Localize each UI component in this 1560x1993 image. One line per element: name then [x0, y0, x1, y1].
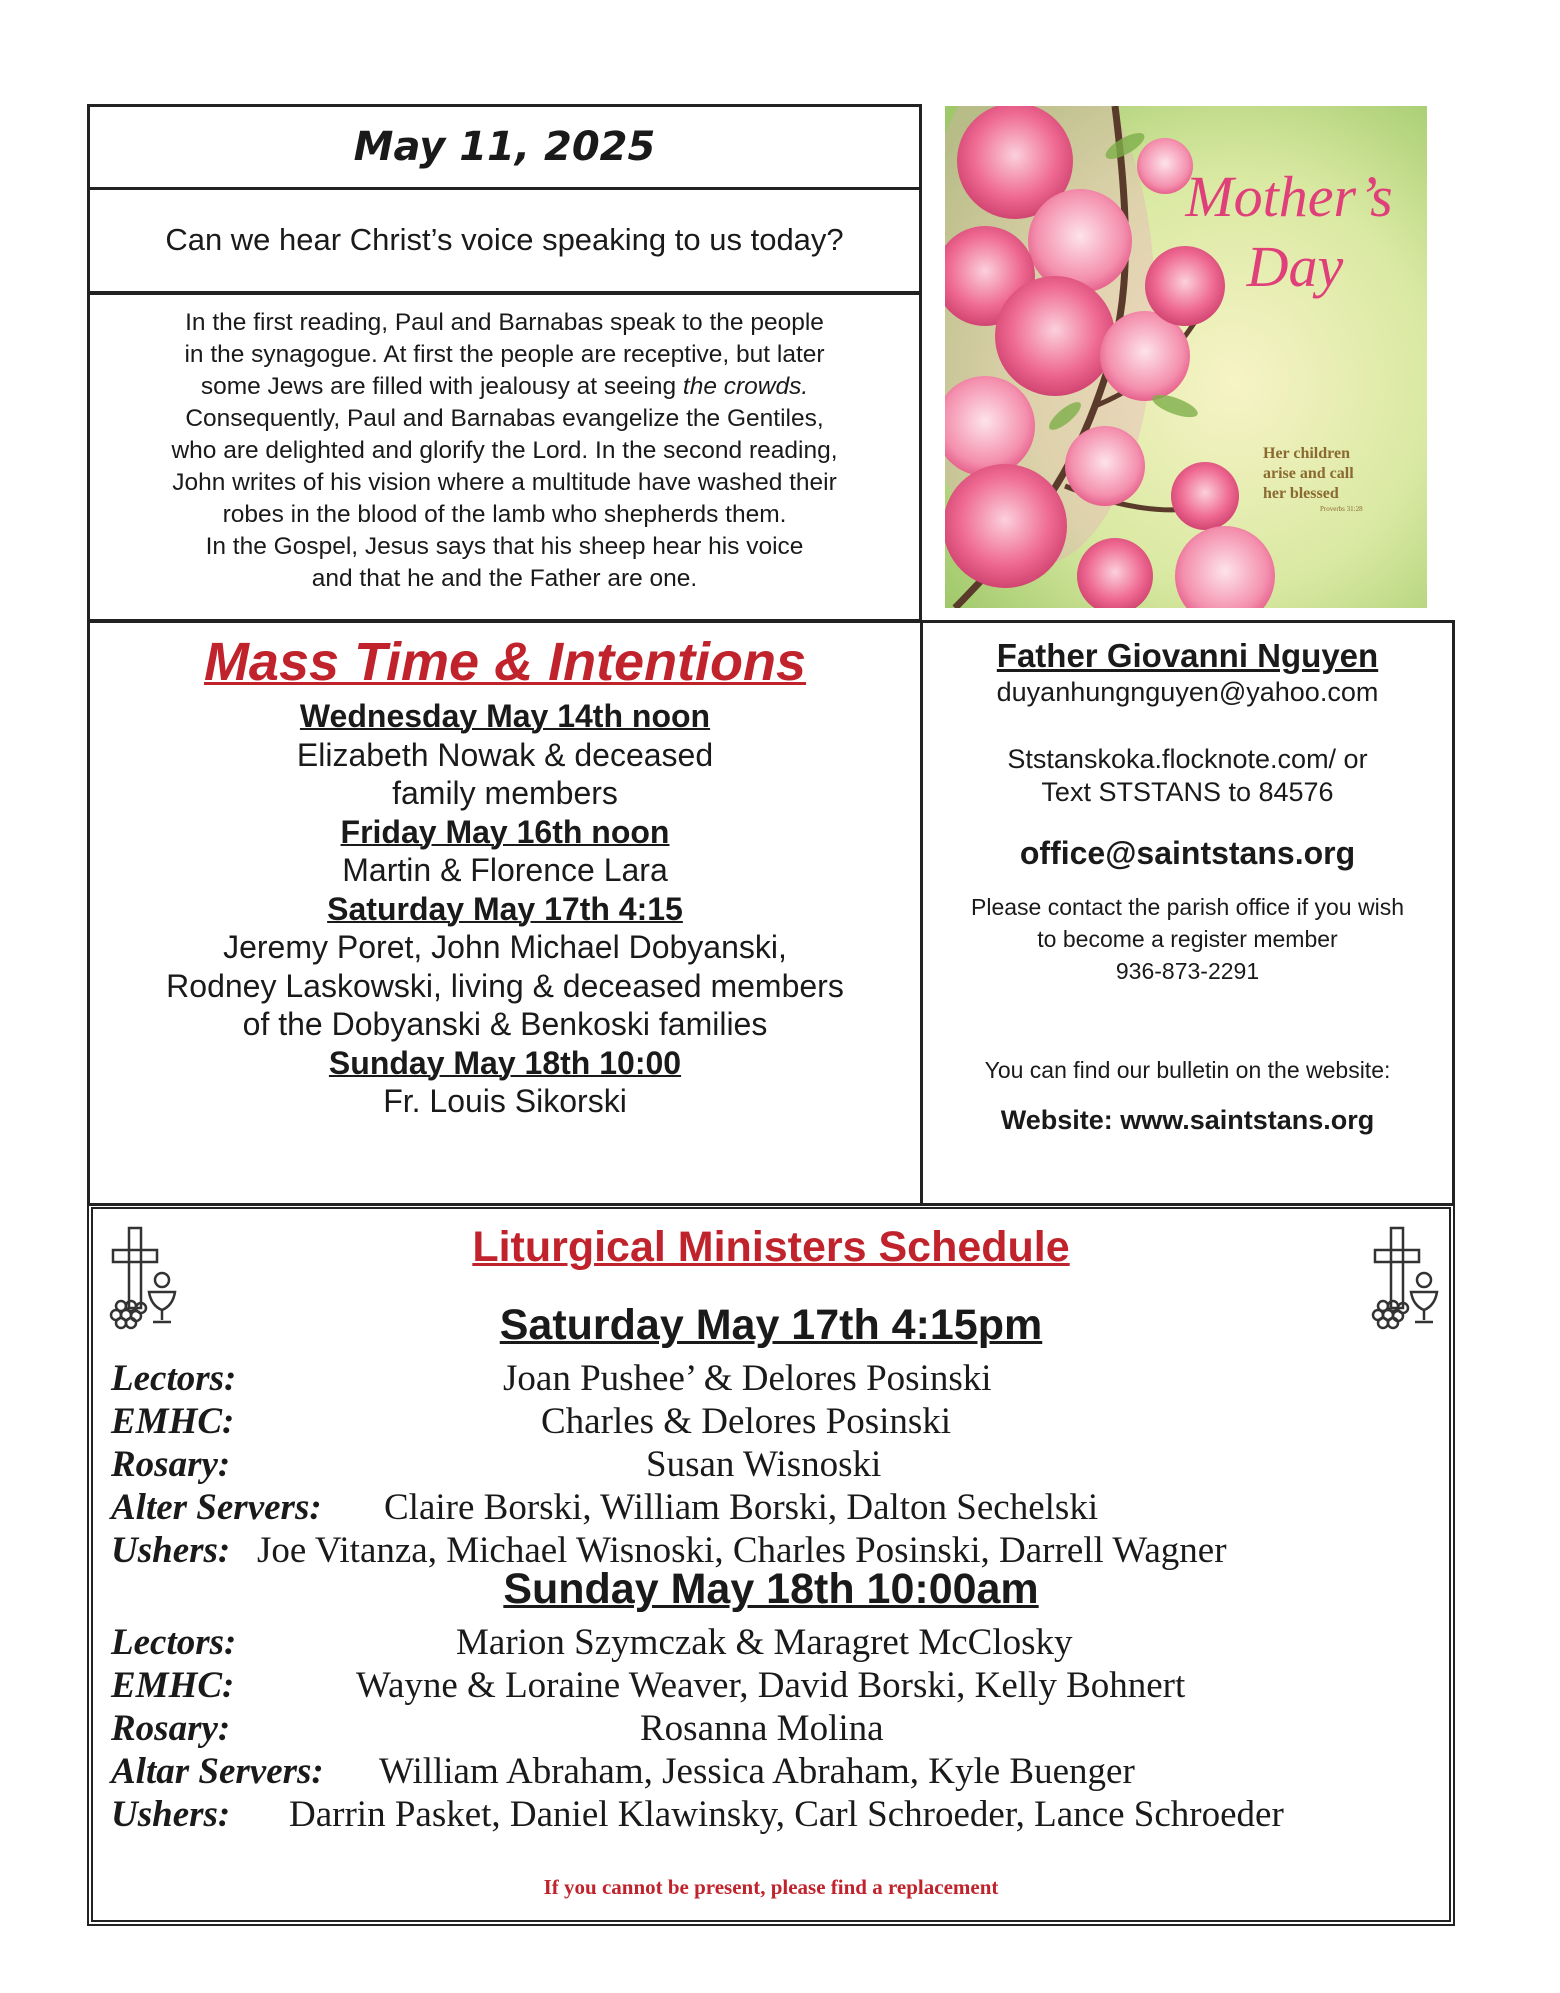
- verse-line: arise and call: [1263, 465, 1354, 482]
- summary-text: some Jews are filled with jealousy at seeing: [200, 373, 683, 400]
- register-note-line: to become a register member: [1037, 926, 1338, 952]
- mass-intention: Rodney Laskowski, living & deceased members: [166, 967, 844, 1004]
- date-header-box: [87, 104, 922, 190]
- replacement-note: If you cannot be present, please find a replacement: [543, 1875, 999, 1899]
- bulletin-date: May 11, 2025: [353, 124, 656, 170]
- website-link[interactable]: Website: www.saintstans.org: [1000, 1105, 1375, 1135]
- theme-question-box: [87, 188, 922, 294]
- mothers-day-image: [945, 106, 1427, 608]
- flocknote-info: [923, 743, 1452, 809]
- summary-line: in the synagogue. At first the people are receptive, but later: [184, 341, 825, 368]
- role-label: Ushers:: [111, 1794, 231, 1835]
- verse-line: Her children: [1263, 445, 1350, 462]
- rosary-row: [93, 1707, 1449, 1749]
- role-label: EMHC:: [111, 1665, 235, 1706]
- mass-intentions-title: Mass Time & Intentions: [203, 632, 807, 692]
- role-names: Joe Vitanza, Michael Wisnoski, Charles Posinski, Darrell Wagner: [257, 1530, 1227, 1571]
- role-names: William Abraham, Jessica Abraham, Kyle Buenger: [379, 1751, 1135, 1792]
- role-names: Marion Szymczak & Maragret McClosky: [456, 1622, 1073, 1663]
- contact-info-box: [920, 620, 1455, 1206]
- flocknote-text-instruction: Text STSTANS to 84576: [1041, 777, 1334, 807]
- bulletin-note: You can find our bulletin on the website:: [984, 1057, 1391, 1083]
- summary-line: [104, 371, 905, 403]
- sunday-heading: Sunday May 18th 10:00am: [503, 1565, 1039, 1613]
- register-note-line: Please contact the parish office if you wish: [971, 894, 1404, 920]
- role-names: Wayne & Loraine Weaver, David Borski, Kelly Bohnert: [356, 1665, 1186, 1706]
- verse-line: her blessed: [1263, 485, 1339, 502]
- mass-intention: Martin & Florence Lara: [342, 852, 668, 888]
- liturgical-ministers-box: [87, 1203, 1455, 1926]
- mass-intentions-box: [87, 620, 923, 1206]
- lectors-row: [93, 1357, 1449, 1399]
- summary-line: In the Gospel, Jesus says that his sheep hear his voice: [205, 533, 804, 560]
- role-label: Altar Servers:: [111, 1751, 324, 1792]
- role-label: EMHC:: [111, 1401, 235, 1442]
- role-names: Joan Pushee’ & Delores Posinski: [503, 1358, 992, 1399]
- saturday-heading: Saturday May 17th 4:15pm: [499, 1301, 1043, 1349]
- mass-day: Friday May 16th noon: [340, 813, 670, 850]
- rosary-row: [93, 1443, 1449, 1485]
- summary-line: robes in the blood of the lamb who shepherds them.: [222, 501, 787, 528]
- role-names: Susan Wisnoski: [646, 1444, 882, 1485]
- liturgical-title: Liturgical Ministers Schedule: [472, 1223, 1070, 1271]
- role-label: Rosary:: [111, 1708, 231, 1749]
- role-names: Rosanna Molina: [640, 1708, 884, 1749]
- summary-line: who are delighted and glorify the Lord. In the second reading,: [171, 437, 838, 464]
- pastor-name: Father Giovanni Nguyen: [996, 637, 1379, 674]
- role-label: Lectors:: [111, 1622, 237, 1663]
- readings-summary: [90, 295, 919, 595]
- office-email[interactable]: office@saintstans.org: [1019, 835, 1356, 871]
- altar-servers-row: [93, 1486, 1449, 1528]
- register-note: [923, 891, 1452, 987]
- ushers-row: [93, 1793, 1449, 1835]
- lectors-row: [93, 1621, 1449, 1663]
- role-label: Lectors:: [111, 1358, 237, 1399]
- mass-intention: Jeremy Poret, John Michael Dobyanski,: [223, 929, 787, 965]
- mass-intention: Fr. Louis Sikorski: [383, 1083, 627, 1119]
- theme-question: Can we hear Christ’s voice speaking to us today?: [165, 222, 844, 257]
- mothers-day-title-line2: Day: [1246, 234, 1344, 299]
- mass-day: Saturday May 17th 4:15: [327, 890, 683, 927]
- office-phone[interactable]: 936-873-2291: [1115, 958, 1260, 984]
- summary-emphasis: the crowds.: [682, 373, 809, 400]
- summary-line: Consequently, Paul and Barnabas evangelize the Gentiles,: [185, 405, 824, 432]
- mass-intention: of the Dobyanski & Benkoski families: [242, 1006, 768, 1042]
- role-label: Ushers:: [111, 1530, 231, 1571]
- summary-line: John writes of his vision where a multitude have washed their: [172, 469, 837, 496]
- verse-reference: Proverbs 31:28: [1320, 505, 1363, 513]
- flowers-illustration: [945, 106, 1427, 608]
- role-label: Alter Servers:: [111, 1487, 322, 1528]
- mass-day: Wednesday May 14th noon: [299, 698, 711, 734]
- role-names: Claire Borski, William Borski, Dalton Sechelski: [384, 1487, 1099, 1528]
- readings-summary-box: [87, 292, 922, 622]
- mothers-day-title-line1: Mother’s: [1185, 164, 1393, 229]
- flocknote-link[interactable]: Ststanskoka.flocknote.com/ or: [1007, 744, 1368, 774]
- role-label: Rosary:: [111, 1444, 231, 1485]
- mass-intentions-list: [90, 697, 920, 1121]
- emhc-row: [93, 1664, 1449, 1706]
- summary-line: In the first reading, Paul and Barnabas speak to the people: [185, 309, 824, 336]
- altar-servers-row: [93, 1750, 1449, 1792]
- role-names: Charles & Delores Posinski: [541, 1401, 952, 1442]
- mass-intention: Elizabeth Nowak & deceased: [296, 736, 714, 773]
- mass-day: Sunday May 18th 10:00: [328, 1044, 682, 1081]
- summary-line: and that he and the Father are one.: [311, 565, 698, 592]
- pastor-email[interactable]: duyanhungnguyen@yahoo.com: [996, 677, 1379, 707]
- mass-intention: family members: [392, 775, 618, 811]
- emhc-row: [93, 1400, 1449, 1442]
- role-names: Darrin Pasket, Daniel Klawinsky, Carl Schroeder, Lance Schroeder: [289, 1794, 1284, 1835]
